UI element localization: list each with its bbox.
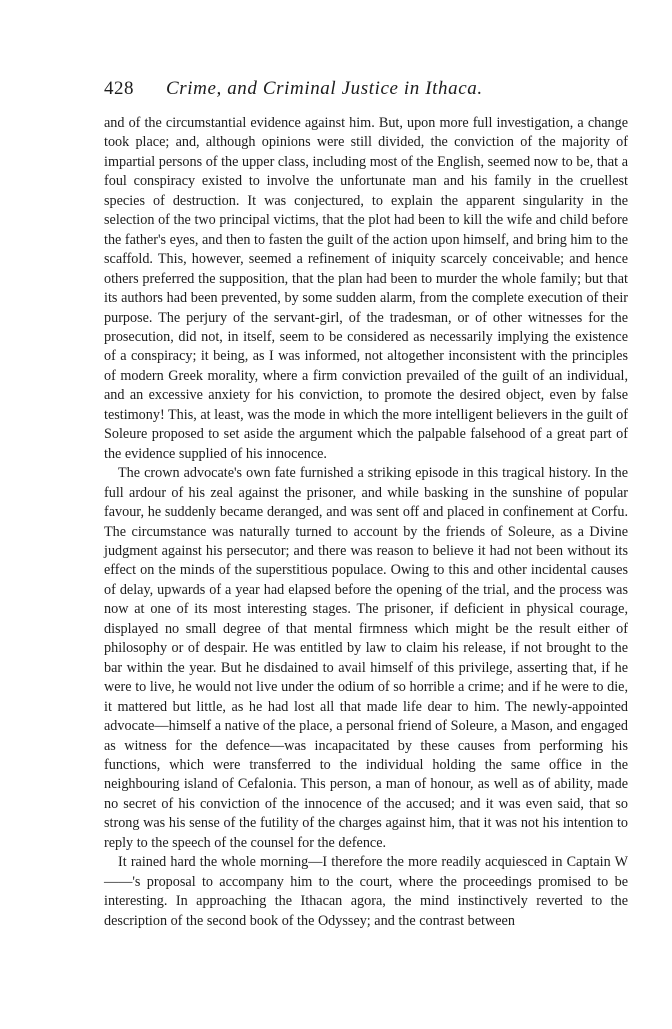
- page-number: 428: [104, 78, 134, 99]
- body-text: [104, 114, 628, 931]
- running-title: Crime, and Criminal Justice in Ithaca.: [166, 78, 483, 99]
- paragraph-rained-hard: It rained hard the whole morning—I therefore the more readily acquiesced in Captain W——'s proposal to accompany him to the court, where the proceedings promised to be interesting. In approaching the Ithacan agora, the mind instinctively reverted to the description of the second book of the Odyssey; and the contrast between: [104, 854, 628, 929]
- paragraph-crown-advocate: The crown advocate's own fate furnished a striking episode in this tragical history. In the full ardour of his zeal against the prisoner, and while basking in the sunshine of popular favour, he suddenly became deranged, and was sent off and placed in confinement at Corfu. The circumstance was naturally turned to account by the friends of Soleure, as a Divine judgment against his persecutor; and there was reason to believe it had not been without its effect on the minds of the superstitious populace. Owing to this and other incidental causes of delay, upwards of a year had elapsed before the opening of the trial, and the process was now at one of its most interesting stages. The prisoner, if deficient in physical courage, displayed no small degree of that mental firmness which might be the result either of philosophy or of despair. He was entitled by law to claim his release, if not brought to the bar within the year. But he disdained to avail himself of this privilege, asserting that, if he were to live, he would not live under the odium of so horrible a crime; and if he were to die, it mattered but little, as he had lost all that made life dear to him. The newly-appointed advocate—himself a native of the place, a personal friend of Soleure, a Mason, and engaged as witness for the defence—was incapacitated by these causes from performing his functions, which were transferred to the individual holding the same office in the neighbouring island of Cefalonia. This person, a man of honour, as well as of ability, made no secret of his conviction of the innocence of the accused; and it was even said, that so strong was his sense of the futility of the charges against him, that it was not his intention to reply to the speech of the counsel for the defence.: [104, 465, 628, 851]
- page-header: [104, 78, 628, 108]
- paragraph-continuation: and of the circumstantial evidence against him. But, upon more full investigation, a change took place; and, although opinions were still divided, the conviction of the majority of impartial persons of the upper class, including most of the English, seemed now to be, that a foul conspiracy existed to involve the unfortunate man and his family in the cruellest species of destruction. It was conjectured, to explain the apparent singularity in the selection of the two principal victims, that the plot had been to kill the wife and child before the father's eyes, and then to fasten the guilt of the action upon himself, and bring him to the scaffold. This, however, seemed a refinement of iniquity scarcely conceivable; and hence others preferred the supposition, that the plan had been to murder the whole family; but that its authors had been prevented, by some sudden alarm, from the complete execution of their purpose. The perjury of the servant-girl, of the tradesman, or of other witnesses for the prosecution, did not, in itself, seem to be considered as necessarily implying the existence of a conspiracy; it being, as I was informed, not altogether inconsistent with the principles of modern Greek morality, where a firm conviction prevailed of the guilt of an individual, and an excessive anxiety for his conviction, to promote the desired object, even by false testimony! This, at least, was the mode in which the more intelligent believers in the guilt of Soleure proposed to set aside the argument which the palpable falsehood of a great part of the evidence supplied of his innocence.: [104, 115, 628, 462]
- book-page: [104, 78, 628, 931]
